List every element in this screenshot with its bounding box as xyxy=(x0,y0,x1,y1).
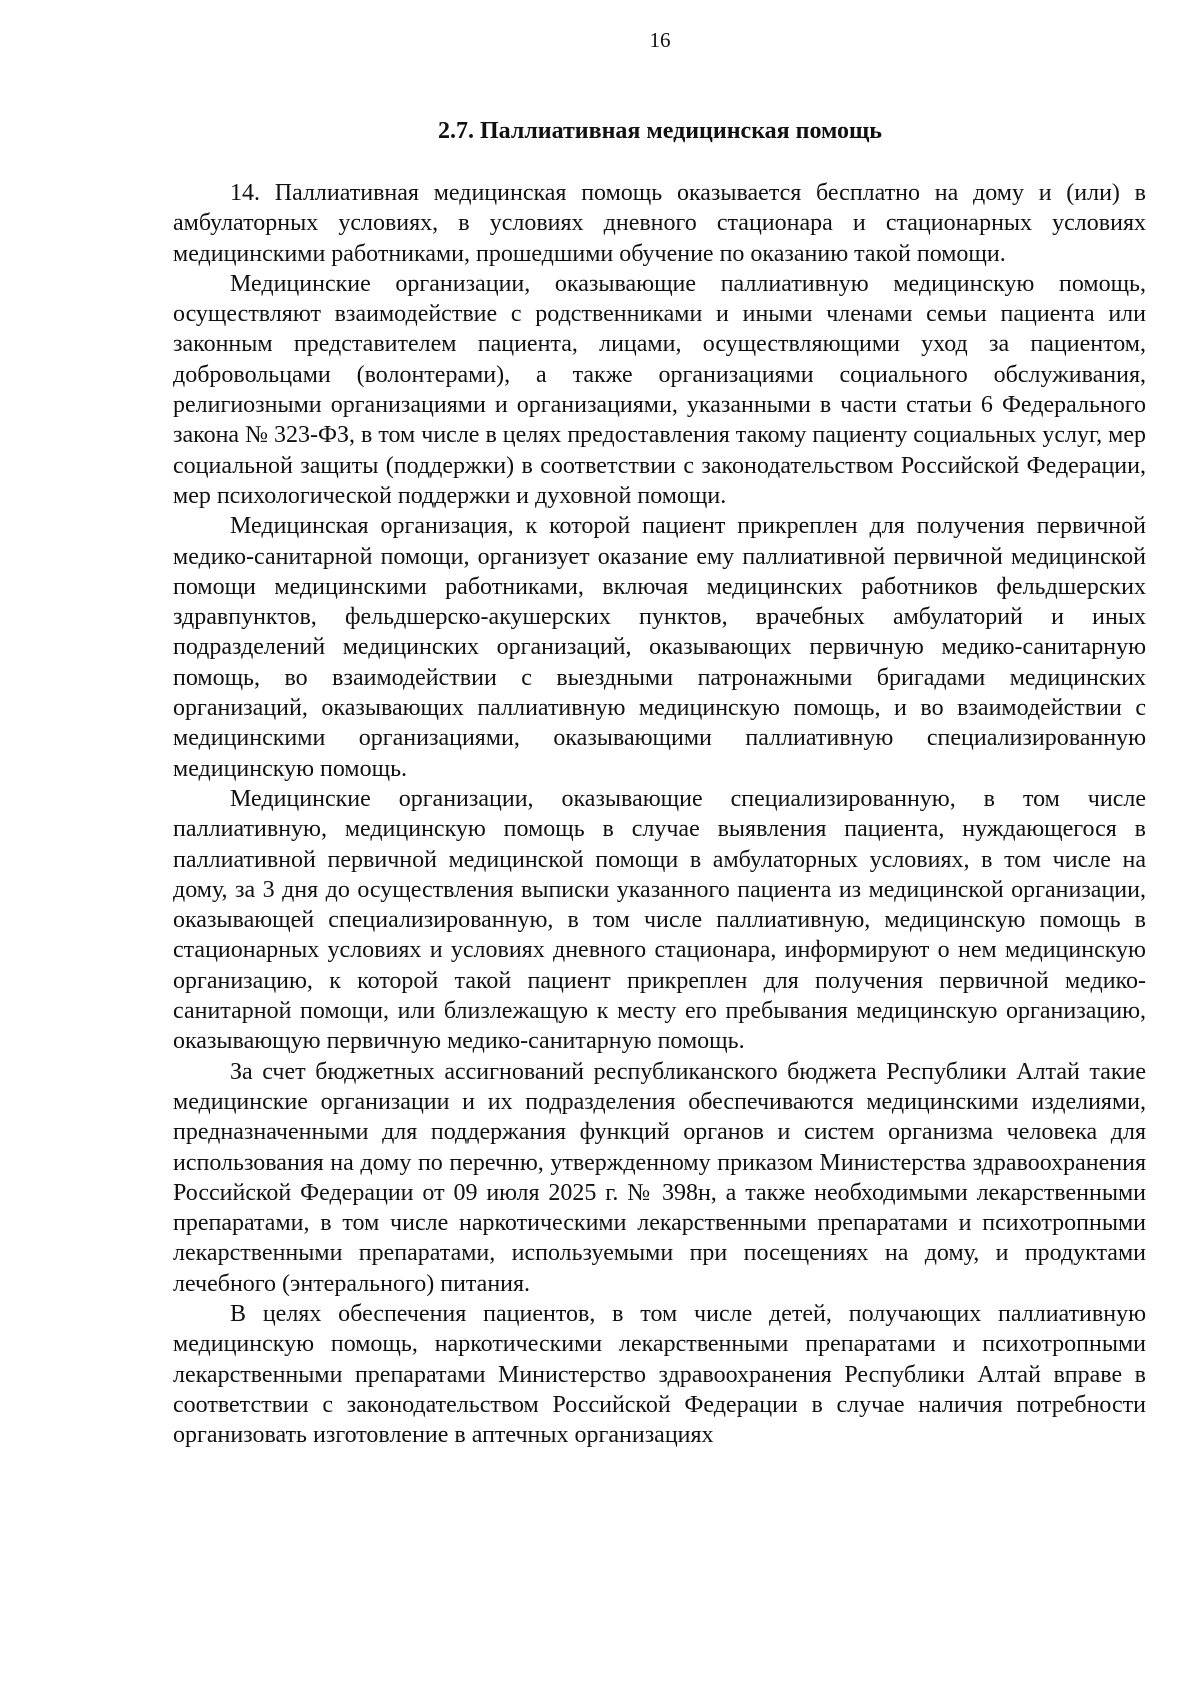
paragraph: В целях обеспечения пациентов, в том числе детей, получающих паллиативную медицинскую помощь, наркотическими лекарственными препаратами и психотропными лекарственными препаратами Министерство здравоохранения Республики Алтай вправе в соответствии с законодательством Российской Федерации в случае наличия потребности организовать изготовление в аптечных организациях xyxy=(173,1300,1146,1449)
paragraph: Медицинские организации, оказывающие паллиативную медицинскую помощь, осуществляют взаимодействие с родственниками и иными членами семьи пациента или законным представителем пациента, лицами, осуществляющими уход за пациентом, добровольцами (волонтерами), а также организациями социального обслуживания, религиозными организациями и организациями, указанными в части статьи 6 Федерального закона № 323-ФЗ, в том числе в целях предоставления такому пациенту социальных услуг, мер социальной защиты (поддержки) в соответствии с законодательством Российской Федерации, мер психологической поддержки и духовной помощи. xyxy=(173,270,1146,509)
paragraph: Медицинская организация, к которой пациент прикреплен для получения первичной медико-санитарной помощи, организует оказание ему паллиативной первичной медицинской помощи медицинскими работниками, включая медицинских работников фельдшерских здравпунктов, фельдшерско-акушерских пунктов, врачебных амбулаторий и иных подразделений медицинских организаций, оказывающих первичную медико-санитарную помощь, во взаимодействии с выездными патронажными бригадами медицинских организаций, оказывающих паллиативную медицинскую помощь, и во взаимодействии с медицинскими организациями, оказывающими паллиативную специализированную медицинскую помощь. xyxy=(173,513,1146,782)
paragraph: За счет бюджетных ассигнований республиканского бюджета Республики Алтай такие медицинские организации и их подразделения обеспечиваются медицинскими изделиями, предназначенными для поддержания функций органов и систем организма человека для использования на дому по перечню, утвержденному приказом Министерства здравоохранения Российской Федерации от 09 июля 2025 г. № 398н, а также необходимыми лекарственными препаратами, в том числе наркотическими лекарственными препаратами и психотропными лекарственными препаратами, используемыми при посещениях на дому, и продуктами лечебного (энтерального) питания. xyxy=(173,1058,1146,1297)
section-title: 2.7. Паллиативная медицинская помощь xyxy=(438,118,882,144)
paragraph: Медицинские организации, оказывающие специализированную, в том числе паллиативную, медицинскую помощь в случае выявления пациента, нуждающегося в паллиативной первичной медицинской помощи в амбулаторных условиях, в том числе на дому, за 3 дня до осуществления выписки указанного пациента из медицинской организации, оказывающей специализированную, в том числе паллиативную, медицинскую помощь в стационарных условиях и условиях дневного стационара, информируют о нем медицинскую организацию, к которой такой пациент прикреплен для получения первичной медико-санитарной помощи, или близлежащую к месту его пребывания медицинскую организацию, оказывающую первичную медико-санитарную помощь. xyxy=(173,785,1146,1055)
paragraph: 14. Паллиативная медицинская помощь оказывается бесплатно на дому и (или) в амбулаторных условиях, в условиях дневного стационара и стационарных условиях медицинскими работниками, прошедшими обучение по оказанию такой помощи. xyxy=(173,180,1146,267)
document-body xyxy=(173,178,1146,1450)
page-number: 16 xyxy=(649,28,671,52)
